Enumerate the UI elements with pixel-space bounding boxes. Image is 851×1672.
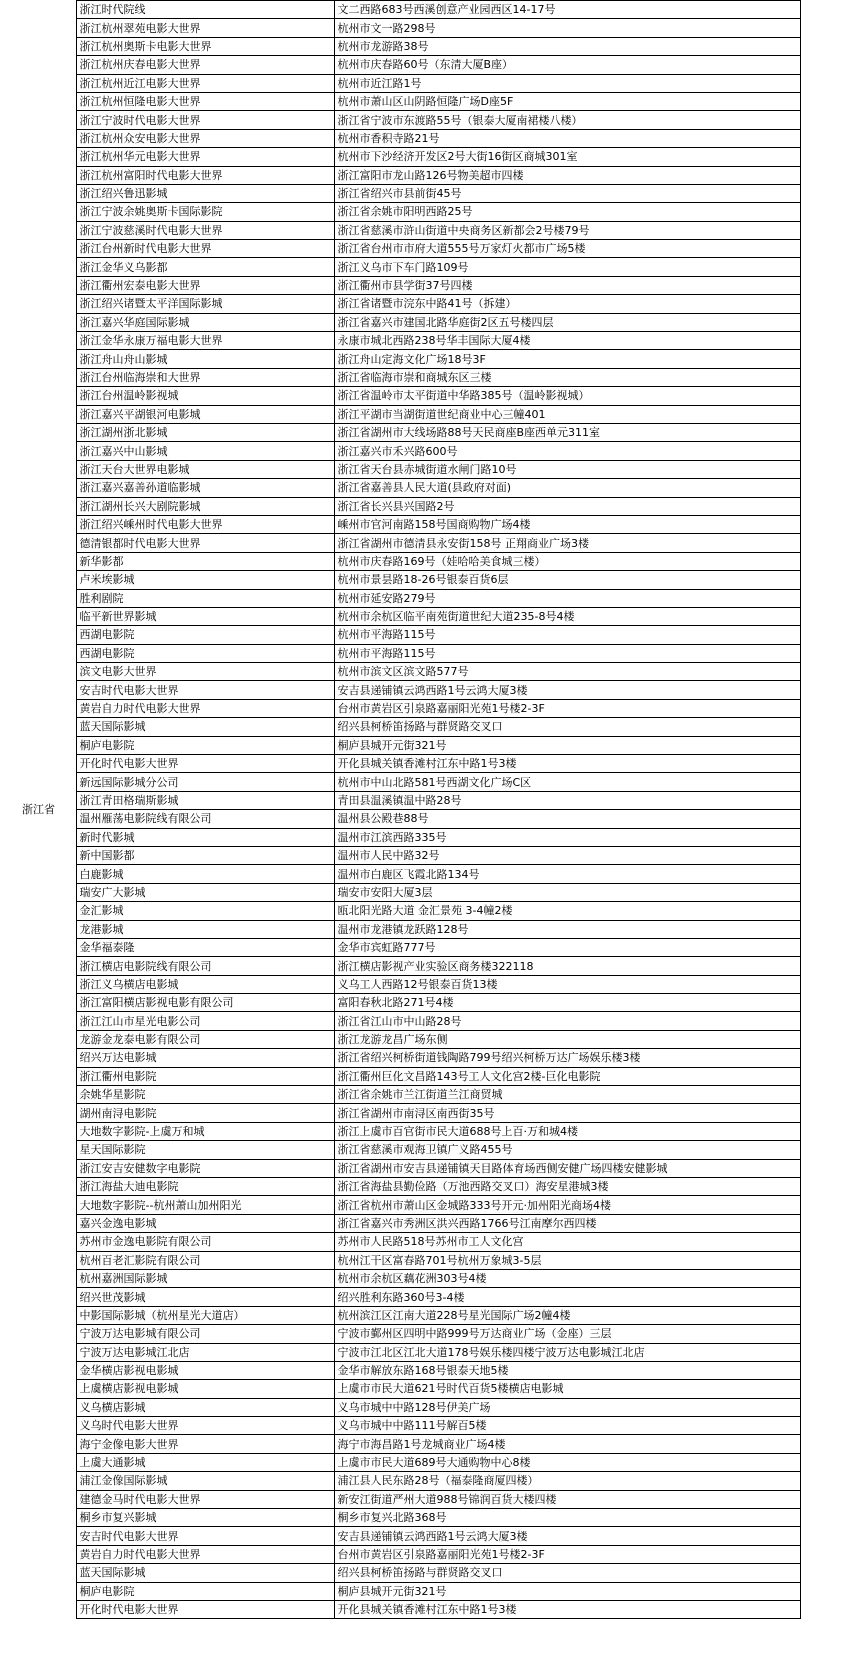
province-cell: 浙江省 [0, 1, 76, 1619]
cinema-name-cell: 杭州百老汇影院有限公司 [76, 1251, 334, 1269]
cinema-name-cell: 浙江金华永康万福电影大世界 [76, 332, 334, 350]
cinema-name-cell: 黄岩自力时代电影大世界 [76, 1545, 334, 1563]
cinema-name-cell: 苏州市金逸电影院有限公司 [76, 1233, 334, 1251]
cinema-address-cell: 安吉县递铺镇云鸿西路1号云鸿大厦3楼 [334, 681, 800, 699]
cinema-address-cell: 浙江省诸暨市浣东中路41号（拆建） [334, 295, 800, 313]
table-row [0, 1012, 800, 1030]
cinema-name-cell: 蓝天国际影城 [76, 718, 334, 736]
table-row [0, 699, 800, 717]
cinema-name-cell: 浙江义乌横店电影城 [76, 975, 334, 993]
cinema-name-cell: 蓝天国际影城 [76, 1564, 334, 1582]
cinema-name-cell: 浙江安吉安健数字电影院 [76, 1159, 334, 1177]
table-row [0, 387, 800, 405]
table-row [0, 332, 800, 350]
table-row [0, 74, 800, 92]
cinema-address-cell: 桐庐县城开元街321号 [334, 736, 800, 754]
cinema-address-cell: 浙江嘉兴市禾兴路600号 [334, 442, 800, 460]
cinema-address-cell: 杭州市平海路115号 [334, 626, 800, 644]
cinema-name-cell: 德清银都时代电影大世界 [76, 534, 334, 552]
table-row [0, 221, 800, 239]
cinema-address-cell: 瑞安市安阳大厦3层 [334, 883, 800, 901]
cinema-name-cell: 浙江杭州奥斯卡电影大世界 [76, 37, 334, 55]
cinema-name-cell: 浙江台州临海崇和大世界 [76, 368, 334, 386]
cinema-name-cell: 浙江时代院线 [76, 1, 334, 19]
cinema-address-cell: 浙江富阳市龙山路126号物美超市四楼 [334, 166, 800, 184]
cinema-name-cell: 温州雁荡电影院线有限公司 [76, 810, 334, 828]
cinema-name-cell: 桐庐电影院 [76, 1582, 334, 1600]
table-row [0, 1104, 800, 1122]
cinema-name-cell: 浙江杭州近江电影大世界 [76, 74, 334, 92]
cinema-address-cell: 台州市黄岩区引泉路嘉丽阳光苑1号楼2-3F [334, 1545, 800, 1563]
cinema-name-cell: 浙江嘉兴嘉善孙道临影城 [76, 479, 334, 497]
table-row [0, 828, 800, 846]
table-row [0, 460, 800, 478]
cinema-name-cell: 浙江宁波余姚奥斯卡国际影院 [76, 203, 334, 221]
table-row [0, 203, 800, 221]
table-row [0, 644, 800, 662]
cinema-name-cell: 浙江海盐大迪电影院 [76, 1178, 334, 1196]
table-row [0, 442, 800, 460]
cinema-address-cell: 温州市人民中路32号 [334, 846, 800, 864]
cinema-address-cell: 瓯北阳光路大道 金汇景苑 3-4幢2楼 [334, 902, 800, 920]
cinema-name-cell: 浙江湖州长兴大剧院影城 [76, 497, 334, 515]
cinema-name-cell: 浙江台州新时代电影大世界 [76, 240, 334, 258]
cinema-name-cell: 余姚华星影院 [76, 1086, 334, 1104]
table-row [0, 1159, 800, 1177]
table-row [0, 681, 800, 699]
cinema-address-cell: 永康市城北西路238号华丰国际大厦4楼 [334, 332, 800, 350]
table-row [0, 938, 800, 956]
table-row [0, 1030, 800, 1048]
cinema-name-cell: 开化时代电影大世界 [76, 1600, 334, 1618]
cinema-name-cell: 义乌时代电影大世界 [76, 1417, 334, 1435]
cinema-address-cell: 上虞市市民大道689号大通购物中心8楼 [334, 1453, 800, 1471]
cinema-address-cell: 浙江衢州巨化文昌路143号工人文化宫2楼-巨化电影院 [334, 1067, 800, 1085]
cinema-name-cell: 浙江富阳横店影视电影有限公司 [76, 994, 334, 1012]
cinema-address-cell: 浙江省嘉善县人民大道(县政府对面) [334, 479, 800, 497]
table-row [0, 1233, 800, 1251]
cinema-address-cell: 上虞市市民大道621号时代百货5楼横店电影城 [334, 1380, 800, 1398]
cinema-address-cell: 杭州江干区富春路701号杭州万象城3-5层 [334, 1251, 800, 1269]
cinema-name-cell: 浙江杭州翠苑电影大世界 [76, 19, 334, 37]
table-row [0, 718, 800, 736]
cinema-name-cell: 宁波万达电影城江北店 [76, 1343, 334, 1361]
cinema-address-cell: 杭州市萧山区山阴路恒隆广场D座5F [334, 92, 800, 110]
table-row [0, 37, 800, 55]
cinema-name-cell: 大地数字影院--杭州萧山加州阳光 [76, 1196, 334, 1214]
cinema-name-cell: 浙江杭州富阳时代电影大世界 [76, 166, 334, 184]
cinema-name-cell: 浙江绍兴诸暨太平洋国际影城 [76, 295, 334, 313]
cinema-name-cell: 金华横店影视电影城 [76, 1361, 334, 1379]
table-row [0, 663, 800, 681]
table-row [0, 1325, 800, 1343]
table-row [0, 1417, 800, 1435]
table-row [0, 1067, 800, 1085]
cinema-address-cell: 台州市黄岩区引泉路嘉丽阳光苑1号楼2-3F [334, 699, 800, 717]
cinema-name-cell: 临平新世界影城 [76, 607, 334, 625]
cinema-address-cell: 嵊州市官河南路158号国商购物广场4楼 [334, 515, 800, 533]
cinema-address-cell: 杭州市庆春路60号（东清大厦B座） [334, 56, 800, 74]
cinema-name-cell: 上虞横店影视电影城 [76, 1380, 334, 1398]
table-row [0, 1049, 800, 1067]
cinema-name-cell: 上虞大通影城 [76, 1453, 334, 1471]
table-row [0, 1398, 800, 1416]
cinema-address-cell: 绍兴胜利东路360号3-4楼 [334, 1288, 800, 1306]
cinema-address-cell: 温州市白鹿区飞霞北路134号 [334, 865, 800, 883]
cinema-address-cell: 杭州市香积寺路21号 [334, 129, 800, 147]
cinema-address-cell: 浙江省温岭市太平街道中华路385号（温岭影视城） [334, 387, 800, 405]
table-row [0, 276, 800, 294]
cinema-address-cell: 浙江省台州市市府大道555号万家灯火都市广场5楼 [334, 240, 800, 258]
cinema-address-cell: 义乌市城中中路111号解百5楼 [334, 1417, 800, 1435]
table-row [0, 1269, 800, 1287]
cinema-name-cell: 浙江衢州宏泰电影大世界 [76, 276, 334, 294]
cinema-name-cell: 西湖电影院 [76, 644, 334, 662]
table-row [0, 534, 800, 552]
cinema-address-cell: 浙江省长兴县兴国路2号 [334, 497, 800, 515]
table-row [0, 1435, 800, 1453]
table-row [0, 1214, 800, 1232]
cinema-address-cell: 浙江省绍兴柯桥街道钱陶路799号绍兴柯桥万达广场娱乐楼3楼 [334, 1049, 800, 1067]
table-row [0, 148, 800, 166]
table-row [0, 626, 800, 644]
cinema-address-cell: 浙江平湖市当湖街道世纪商业中心三幢401 [334, 405, 800, 423]
cinema-address-cell: 杭州市延安路279号 [334, 589, 800, 607]
cinema-address-cell: 浙江省江山市中山路28号 [334, 1012, 800, 1030]
cinema-address-cell: 杭州市滨文区滨文路577号 [334, 663, 800, 681]
table-row [0, 1178, 800, 1196]
cinema-name-cell: 新远国际影城分公司 [76, 773, 334, 791]
cinema-name-cell: 卢米埃影城 [76, 571, 334, 589]
table-row [0, 515, 800, 533]
cinema-name-cell: 浙江衢州电影院 [76, 1067, 334, 1085]
cinema-address-cell: 浙江龙游龙昌广场东侧 [334, 1030, 800, 1048]
cinema-address-cell: 开化县城关镇香滩村江东中路1号3楼 [334, 1600, 800, 1618]
cinema-name-cell: 开化时代电影大世界 [76, 755, 334, 773]
table-row [0, 1, 800, 19]
cinema-address-cell: 杭州市龙游路38号 [334, 37, 800, 55]
cinema-address-cell: 浙江省湖州市德清县永安街158号 正翔商业广场3楼 [334, 534, 800, 552]
table-row [0, 1564, 800, 1582]
table-row [0, 295, 800, 313]
cinema-name-cell: 安吉时代电影大世界 [76, 681, 334, 699]
table-row [0, 791, 800, 809]
table-row [0, 1527, 800, 1545]
table-row [0, 1343, 800, 1361]
cinema-name-cell: 瑞安广大影城 [76, 883, 334, 901]
cinema-name-cell: 浙江江山市星光电影公司 [76, 1012, 334, 1030]
cinema-address-cell: 浙江省嘉兴市建国北路华庭街2区五号楼四层 [334, 313, 800, 331]
table-row [0, 129, 800, 147]
cinema-address-cell: 杭州市下沙经济开发区2号大街16街区商城301室 [334, 148, 800, 166]
table-row [0, 166, 800, 184]
cinema-address-cell: 杭州市平海路115号 [334, 644, 800, 662]
table-row [0, 902, 800, 920]
cinema-name-cell: 浙江杭州恒隆电影大世界 [76, 92, 334, 110]
cinema-address-cell: 金华市解放东路168号银泰天地5楼 [334, 1361, 800, 1379]
cinema-address-cell: 浙江横店影视产业实验区商务楼322118 [334, 957, 800, 975]
cinema-name-cell: 绍兴世茂影城 [76, 1288, 334, 1306]
table-row [0, 258, 800, 276]
cinema-address-cell: 金华市宾虹路777号 [334, 938, 800, 956]
cinema-name-cell: 中影国际影城（杭州星光大道店） [76, 1306, 334, 1324]
cinema-address-cell: 宁波市鄞州区四明中路999号万达商业广场（金座）三层 [334, 1325, 800, 1343]
cinema-address-cell: 浙江省天台县赤城街道水闸门路10号 [334, 460, 800, 478]
table-row [0, 607, 800, 625]
cinema-address-cell: 新安江街道严州大道988号锦润百货大楼四楼 [334, 1490, 800, 1508]
cinema-address-cell: 浙江省慈溪市浒山街道中央商务区新都会2号楼79号 [334, 221, 800, 239]
table-row [0, 1453, 800, 1471]
table-row [0, 111, 800, 129]
table-row [0, 405, 800, 423]
table-row [0, 368, 800, 386]
cinema-address-cell: 义乌工人西路12号银泰百货13楼 [334, 975, 800, 993]
cinema-name-cell: 金华福泰隆 [76, 938, 334, 956]
cinema-name-cell: 宁波万达电影城有限公司 [76, 1325, 334, 1343]
cinema-name-cell: 浙江湖州浙北影城 [76, 423, 334, 441]
cinema-address-cell: 浙江省宁波市东渡路55号（银泰大厦南裙楼八楼） [334, 111, 800, 129]
cinema-name-cell: 胜利剧院 [76, 589, 334, 607]
table-row [0, 810, 800, 828]
cinema-address-cell: 桐乡市复兴北路368号 [334, 1509, 800, 1527]
table-row [0, 1288, 800, 1306]
cinema-name-cell: 浦江金像国际影城 [76, 1472, 334, 1490]
cinema-address-cell: 海宁市海昌路1号龙城商业广场4楼 [334, 1435, 800, 1453]
table-row [0, 846, 800, 864]
cinema-name-cell: 海宁金像电影大世界 [76, 1435, 334, 1453]
table-row [0, 56, 800, 74]
table-row [0, 1380, 800, 1398]
cinema-name-cell: 新时代影城 [76, 828, 334, 846]
cinema-name-cell: 金汇影城 [76, 902, 334, 920]
table-row [0, 1196, 800, 1214]
cinema-name-cell: 绍兴万达电影城 [76, 1049, 334, 1067]
cinema-address-cell: 富阳春秋北路271号4楼 [334, 994, 800, 1012]
cinema-address-cell: 开化县城关镇香滩村江东中路1号3楼 [334, 755, 800, 773]
table-row [0, 883, 800, 901]
table-row [0, 1361, 800, 1379]
table-row [0, 313, 800, 331]
cinema-name-cell: 大地数字影院-上虞万和城 [76, 1122, 334, 1140]
cinema-address-cell: 杭州市景昙路18-26号银泰百货6层 [334, 571, 800, 589]
table-row [0, 589, 800, 607]
table-row [0, 350, 800, 368]
cinema-address-cell: 绍兴县柯桥笛扬路与群贤路交叉口 [334, 718, 800, 736]
cinema-address-cell: 温州市江滨西路335号 [334, 828, 800, 846]
table-row [0, 423, 800, 441]
cinema-name-cell: 桐庐电影院 [76, 736, 334, 754]
cinema-name-cell: 浙江杭州众安电影大世界 [76, 129, 334, 147]
cinema-name-cell: 浙江天台大世界电影城 [76, 460, 334, 478]
cinema-address-cell: 杭州市近江路1号 [334, 74, 800, 92]
table-row [0, 736, 800, 754]
cinema-name-cell: 浙江杭州华元电影大世界 [76, 148, 334, 166]
cinema-address-cell: 杭州市文一路298号 [334, 19, 800, 37]
cinema-address-cell: 杭州市余杭区藕花洲303号4楼 [334, 1269, 800, 1287]
table-row [0, 571, 800, 589]
cinema-name-cell: 浙江嘉兴平湖银河电影城 [76, 405, 334, 423]
table-row [0, 865, 800, 883]
cinema-name-cell: 浙江台州温岭影视城 [76, 387, 334, 405]
cinema-address-cell: 浙江省临海市崇和商城东区三楼 [334, 368, 800, 386]
table-row [0, 1306, 800, 1324]
cinema-address-cell: 杭州滨江区江南大道228号星光国际广场2幢4楼 [334, 1306, 800, 1324]
table-row [0, 994, 800, 1012]
cinema-address-cell: 苏州市人民路518号苏州市工人文化宫 [334, 1233, 800, 1251]
cinema-address-cell: 浙江省嘉兴市秀洲区洪兴西路1766号江南摩尔西四楼 [334, 1214, 800, 1232]
cinema-name-cell: 新华影都 [76, 552, 334, 570]
cinema-address-cell: 浙江省湖州市安吉县递铺镇天目路体育场西侧安健广场四楼安健影城 [334, 1159, 800, 1177]
table-row [0, 1251, 800, 1269]
table-row [0, 497, 800, 515]
cinema-address-cell: 浙江省绍兴市县前街45号 [334, 184, 800, 202]
cinema-name-cell: 龙港影城 [76, 920, 334, 938]
table-row [0, 19, 800, 37]
table-row [0, 755, 800, 773]
cinema-address-cell: 文二西路683号西溪创意产业园西区14-17号 [334, 1, 800, 19]
cinema-address-cell: 杭州市庆春路169号（娃哈哈美食城三楼） [334, 552, 800, 570]
cinema-name-cell: 新中国影都 [76, 846, 334, 864]
table-row [0, 1472, 800, 1490]
cinema-name-cell: 嘉兴金逸电影城 [76, 1214, 334, 1232]
cinema-address-cell: 浙江省余姚市阳明西路25号 [334, 203, 800, 221]
cinema-name-cell: 浙江青田格瑞斯影城 [76, 791, 334, 809]
cinema-address-cell: 浙江舟山定海文化广场18号3F [334, 350, 800, 368]
cinema-address-cell: 浙江衢州市县学街37号四楼 [334, 276, 800, 294]
cinema-name-cell: 西湖电影院 [76, 626, 334, 644]
cinema-name-cell: 浙江舟山舟山影城 [76, 350, 334, 368]
cinema-name-cell: 白鹿影城 [76, 865, 334, 883]
cinema-name-cell: 浙江宁波时代电影大世界 [76, 111, 334, 129]
cinema-address-cell: 青田县温溪镇温中路28号 [334, 791, 800, 809]
table-row [0, 479, 800, 497]
cinema-name-cell: 湖州南浔电影院 [76, 1104, 334, 1122]
table-row [0, 957, 800, 975]
cinema-address-cell: 安吉县递铺镇云鸿西路1号云鸿大厦3楼 [334, 1527, 800, 1545]
cinema-address-cell: 绍兴县柯桥笛扬路与群贤路交叉口 [334, 1564, 800, 1582]
table-row [0, 975, 800, 993]
cinema-name-cell: 浙江绍兴鲁迅影城 [76, 184, 334, 202]
cinema-address-cell: 义乌市城中中路128号伊美广场 [334, 1398, 800, 1416]
cinema-name-cell: 建德金马时代电影大世界 [76, 1490, 334, 1508]
cinema-address-cell: 桐庐县城开元街321号 [334, 1582, 800, 1600]
cinema-name-cell: 滨文电影大世界 [76, 663, 334, 681]
cinema-address-cell: 浙江省海盐县勤俭路（万池西路交叉口）海安星港城3楼 [334, 1178, 800, 1196]
cinema-name-cell: 龙游金龙泰电影有限公司 [76, 1030, 334, 1048]
cinema-name-cell: 安吉时代电影大世界 [76, 1527, 334, 1545]
cinema-address-cell: 浙江上虞市百官街市民大道688号上百·万和城4楼 [334, 1122, 800, 1140]
cinema-name-cell: 星天国际影院 [76, 1141, 334, 1159]
table-row [0, 1582, 800, 1600]
cinema-name-cell: 黄岩自力时代电影大世界 [76, 699, 334, 717]
table-row [0, 1141, 800, 1159]
cinema-name-cell: 杭州嘉洲国际影城 [76, 1269, 334, 1287]
cinema-name-cell: 浙江宁波慈溪时代电影大世界 [76, 221, 334, 239]
cinema-name-cell: 桐乡市复兴影城 [76, 1509, 334, 1527]
table-row [0, 920, 800, 938]
cinema-name-cell: 浙江金华义乌影都 [76, 258, 334, 276]
cinema-table-body [0, 1, 800, 1619]
cinema-name-cell: 浙江横店电影院线有限公司 [76, 957, 334, 975]
cinema-address-cell: 浙江省杭州市萧山区金城路333号开元·加州阳光商场4楼 [334, 1196, 800, 1214]
cinema-address-cell: 温州县公殿巷88号 [334, 810, 800, 828]
cinema-address-cell: 温州市龙港镇龙跃路128号 [334, 920, 800, 938]
cinema-name-cell: 浙江嘉兴中山影城 [76, 442, 334, 460]
cinema-name-cell: 浙江嘉兴华庭国际影城 [76, 313, 334, 331]
table-row [0, 240, 800, 258]
table-row [0, 1122, 800, 1140]
table-row [0, 1490, 800, 1508]
table-row [0, 1545, 800, 1563]
cinema-address-cell: 宁波市江北区江北大道178号娱乐楼四楼宁波万达电影城江北店 [334, 1343, 800, 1361]
cinema-address-cell: 浙江省慈溪市观海卫镇广义路455号 [334, 1141, 800, 1159]
cinema-name-cell: 义乌横店影城 [76, 1398, 334, 1416]
table-row [0, 1509, 800, 1527]
table-row [0, 773, 800, 791]
cinema-address-cell: 浙江省余姚市兰江街道兰江商贸城 [334, 1086, 800, 1104]
cinema-address-cell: 浙江省湖州市大线场路88号天民商座B座西单元311室 [334, 423, 800, 441]
table-row [0, 1086, 800, 1104]
cinema-name-cell: 浙江杭州庆春电影大世界 [76, 56, 334, 74]
cinema-address-cell: 浙江省湖州市南浔区南西街35号 [334, 1104, 800, 1122]
cinema-address-cell: 杭州市中山北路581号西湖文化广场C区 [334, 773, 800, 791]
table-row [0, 92, 800, 110]
cinema-address-cell: 浦江县人民东路28号（福泰隆商厦四楼） [334, 1472, 800, 1490]
table-row [0, 184, 800, 202]
cinema-address-cell: 杭州市余杭区临平南苑街道世纪大道235-8号4楼 [334, 607, 800, 625]
cinema-name-cell: 浙江绍兴嵊州时代电影大世界 [76, 515, 334, 533]
table-row [0, 1600, 800, 1618]
table-row [0, 552, 800, 570]
cinema-address-cell: 浙江义乌市下车门路109号 [334, 258, 800, 276]
